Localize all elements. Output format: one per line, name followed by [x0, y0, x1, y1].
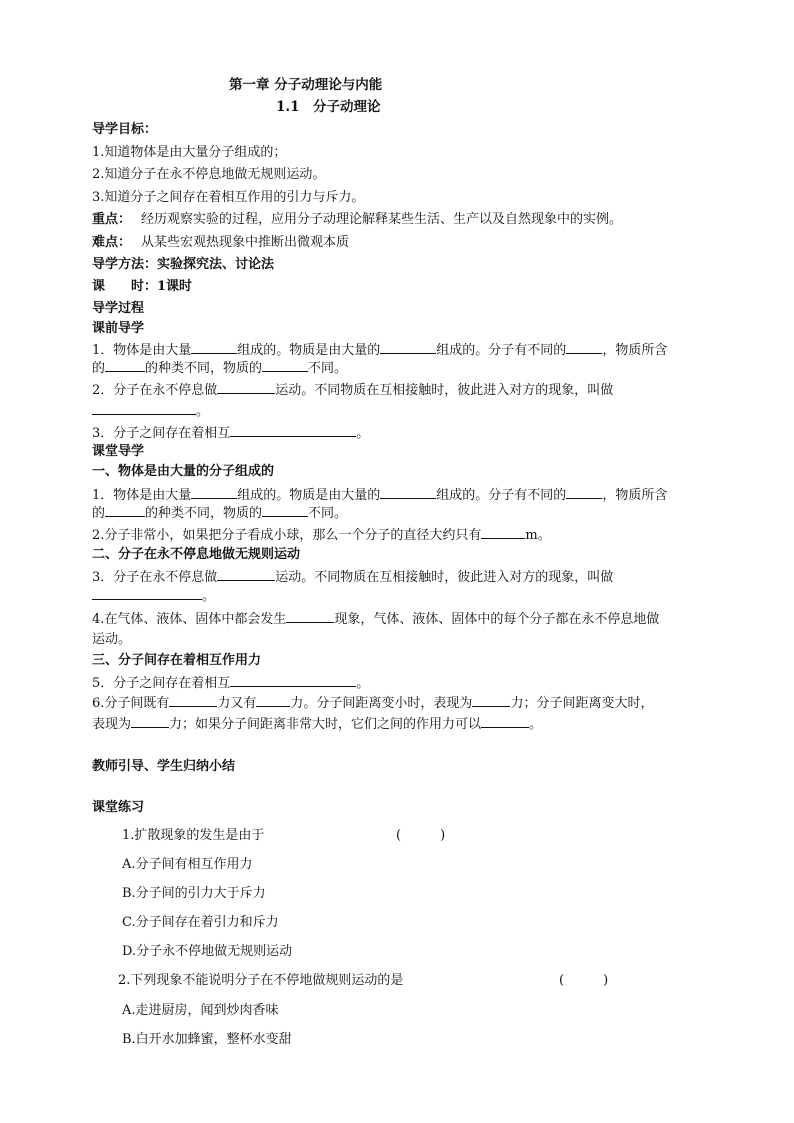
key-point	[92, 211, 622, 229]
goal-item: 1.知道物体是由大量分子组成的；	[92, 145, 287, 160]
part1-heading: 一、物体是由大量的分子组成的	[92, 464, 275, 479]
goals-heading: 导学目标：	[92, 122, 158, 137]
answer-blank[interactable]	[105, 359, 145, 372]
answer-blank[interactable]	[230, 674, 356, 687]
key-point-text: 经历观察实验的过程，应用分子动理论解释某些生活、生产以及自然现象中的实例。	[141, 212, 623, 227]
answer-blank[interactable]	[472, 694, 510, 707]
part1-q1-line2: 的 的种类不同，物质的 不同。	[92, 506, 348, 521]
method: 导学方法：实验探究法、讨论法	[92, 257, 275, 272]
difficulty-label: 难点：	[92, 235, 132, 250]
part3-q6-line2: 表现为 力；如果分子间距离非常大时，它们之间的作用力可以 。	[92, 717, 543, 732]
part3-q5: 5．分子之间存在着相互 。	[92, 676, 370, 691]
option-b: B.分子间的引力大于斥力	[122, 886, 266, 901]
answer-blank[interactable]	[230, 424, 356, 437]
part3-q6-line1: 6.分子间既有 力又有 力。分子间距离变小时，表现为 力；分子间距离变大时，	[92, 696, 654, 711]
answer-blank[interactable]	[191, 341, 237, 354]
answer-blank[interactable]	[169, 694, 217, 707]
part3-heading: 三、分子间存在着相互作用力	[92, 653, 262, 668]
practice-q2-stem: 2.下列现象不能说明分子在不停地做规则运动的是	[118, 973, 404, 988]
goal-item: 3.知道分子之间存在着相互作用的引力与斥力。	[92, 190, 365, 205]
answer-blank[interactable]	[380, 341, 436, 354]
option-b: B.白开水加蜂蜜，整杯水变甜	[122, 1032, 292, 1047]
in-class-heading: 课堂导学	[92, 444, 145, 459]
answer-blank[interactable]	[566, 341, 602, 354]
part1-q1-line1: 1．物体是由大量 组成的。物质是由大量的 组成的。分子有不同的 ，物质所含	[92, 488, 668, 503]
answer-blank[interactable]	[566, 486, 602, 499]
answer-blank[interactable]	[191, 486, 237, 499]
answer-blank[interactable]	[286, 610, 334, 623]
practice-q1-stem: 1.扩散现象的发生是由于	[122, 828, 265, 843]
answer-blank[interactable]	[92, 587, 202, 600]
pre-q1-line2: 的 的种类不同，物质的 不同。	[92, 361, 348, 376]
goal-item: 2.知道分子在永不停息地做无规则运动。	[92, 167, 326, 182]
answer-bracket[interactable]: ( )	[559, 973, 609, 988]
chapter-title: 第一章 分子动理论与内能	[229, 77, 383, 93]
answer-blank[interactable]	[131, 715, 169, 728]
part1-q2: 2.分子非常小，如果把分子看成小球，那么一个分子的直径大约只有 m。	[92, 528, 551, 543]
part2-q3-line1: 3．分子在永不停息做 运动。不同物质在互相接触时，彼此进入对方的现象，叫做	[92, 570, 614, 585]
part2-q4-line2: 运动。	[92, 632, 132, 647]
option-c: C.分子间存在着引力和斥力	[122, 915, 279, 930]
answer-blank[interactable]	[92, 402, 196, 415]
pre-class-heading: 课前导学	[92, 321, 145, 336]
practice-heading: 课堂练习	[92, 800, 145, 815]
answer-blank[interactable]	[481, 715, 529, 728]
answer-blank[interactable]	[105, 504, 145, 517]
pre-q2-line1: 2．分子在永不停息做 运动。不同物质在互相接触时，彼此进入对方的现象，叫做	[92, 383, 614, 398]
option-d: D.分子永不停地做无规则运动	[122, 944, 293, 959]
summary-heading: 教师引导、学生归纳小结	[92, 759, 236, 774]
pre-q3: 3．分子之间存在着相互 。	[92, 426, 370, 441]
answer-blank[interactable]	[217, 568, 275, 581]
difficulty-text: 从某些宏观热现象中推断出微观本质	[141, 235, 350, 250]
answer-blank[interactable]	[262, 359, 308, 372]
pre-q2-line2: 。	[92, 402, 209, 421]
answer-bracket[interactable]: ( )	[396, 828, 446, 843]
answer-blank[interactable]	[380, 486, 436, 499]
key-point-label: 重点：	[92, 212, 132, 227]
part2-q3-line2: 。	[92, 587, 215, 606]
difficulty	[92, 234, 349, 252]
answer-blank[interactable]	[256, 694, 290, 707]
section-title: 1.1 分子动理论	[276, 99, 381, 115]
answer-blank[interactable]	[262, 504, 308, 517]
pre-q1-line1: 1．物体是由大量 组成的。物质是由大量的 组成的。分子有不同的 ，物质所含	[92, 343, 668, 358]
part2-q4-line1: 4.在气体、液体、固体中都会发生 现象，气体、液体、固体中的每个分子都在永不停息地做	[92, 612, 660, 627]
part2-heading: 二、分子在永不停息地做无规则运动	[92, 547, 301, 562]
option-a: A.分子间有相互作用力	[122, 857, 253, 872]
hours: 课 时：1课时	[92, 279, 193, 294]
process-heading: 导学过程	[92, 301, 145, 316]
option-a: A.走进厨房，闻到炒肉香味	[122, 1003, 279, 1018]
answer-blank[interactable]	[217, 381, 275, 394]
answer-blank[interactable]	[481, 526, 525, 539]
